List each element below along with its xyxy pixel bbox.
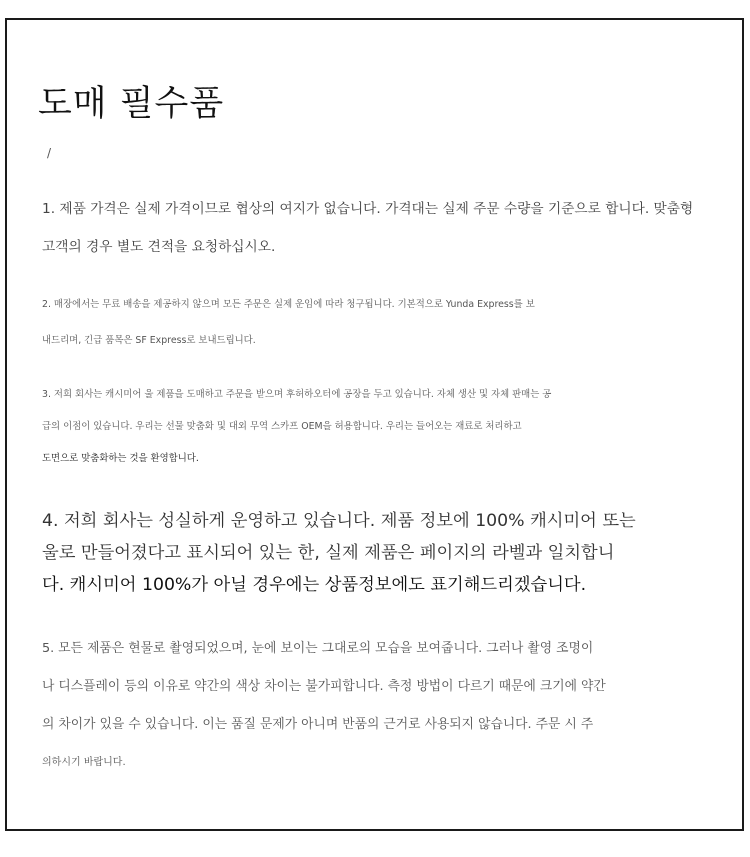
notice-4-line-1: 4. 저희 회사는 성실하게 운영하고 있습니다. 제품 정보에 100% 캐시미어 또는: [42, 511, 636, 531]
notice-5-line-4: 의하시기 바랍니다.: [42, 757, 126, 768]
notice-5-photos: [42, 630, 606, 782]
notice-2-shipping: [42, 287, 535, 359]
notice-3-line-1: 3. 저희 회사는 캐시미어 울 제품을 도매하고 주문을 받으며 후허하오터에 공장을 두고 있습니다. 자체 생산 및 자체 판매는 공: [42, 389, 552, 400]
notice-3-line-2: 급의 이점이 있습니다. 우리는 선물 맞춤화 및 대외 무역 스카프 OEM을 허용합니다. 우리는 들어오는 재료로 처리하고: [42, 421, 522, 432]
notice-4-material: [42, 505, 636, 601]
notice-5-line-1: 5. 모든 제품은 현물로 촬영되었으며, 눈에 보이는 그대로의 모습을 보여줍니다. 그러나 촬영 조명이: [42, 641, 594, 656]
notice-3-company: [42, 379, 551, 475]
notice-5-line-3: 의 차이가 있을 수 있습니다. 이는 품질 문제가 아니며 반품의 근거로 사용되지 않습니다. 주문 시 주: [42, 717, 594, 732]
notice-4-line-2: 울로 만들어졌다고 표시되어 있는 한, 실제 제품은 페이지의 라벨과 일치합니: [42, 543, 615, 563]
notice-3-line-3: 도면으로 맞춤화하는 것을 환영합니다.: [42, 453, 199, 464]
notice-5-line-2: 나 디스플레이 등의 이유로 약간의 색상 차이는 불가피합니다. 측정 방법이 다르기 때문에 크기에 약간: [42, 679, 606, 694]
page-title: 도매 필수품: [38, 84, 225, 124]
notice-2-line-1: 2. 매장에서는 무료 배송을 제공하지 않으며 모든 주문은 실제 운임에 따라 청구됩니다. 기본적으로 Yunda Express를 보: [42, 299, 535, 310]
notice-2-line-2: 내드리며, 긴급 품목은 SF Express로 보내드립니다.: [42, 335, 256, 346]
separator-slash: /: [47, 146, 52, 160]
notice-4-line-3: 다. 캐시미어 100%가 아닐 경우에는 상품정보에도 표기해드리겠습니다.: [42, 575, 587, 595]
notice-1-pricing: 1. 제품 가격은 실제 가격이므로 협상의 여지가 없습니다. 가격대는 실제 주문 수량을 기준으로 합니다. 맞춤형 고객의 경우 별도 견적을 요청하십시오.: [42, 201, 694, 255]
